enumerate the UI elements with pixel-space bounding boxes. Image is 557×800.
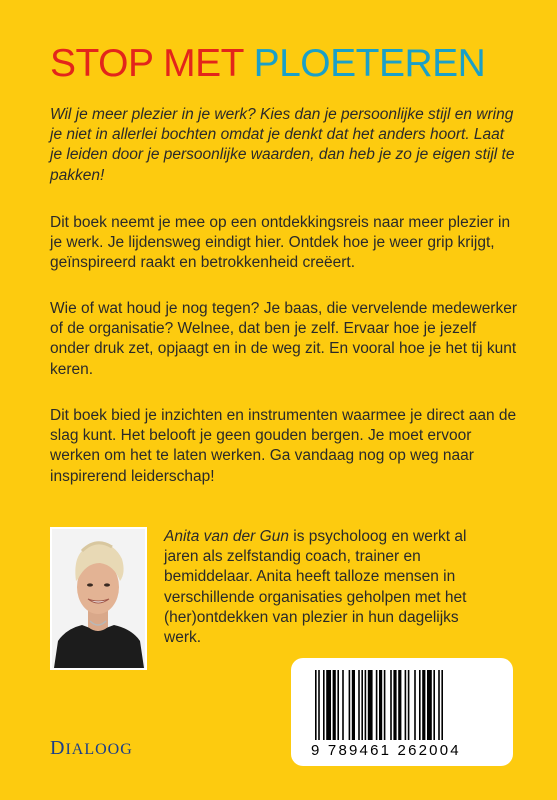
barcode-bar	[379, 670, 382, 740]
author-name: Anita van der Gun	[164, 528, 289, 545]
barcode-bar	[342, 670, 344, 740]
barcode-bar	[315, 670, 317, 740]
author-bio	[164, 527, 494, 648]
barcode-icon	[315, 670, 491, 742]
barcode-bar	[337, 670, 339, 740]
publisher-logo	[50, 737, 133, 760]
body-paragraph-2: Wie of wat houd je nog tegen? Je baas, die vervelende medewerker of de organisatie? Welnee, dat ben je zelf. Ervaar hoe je jezelf onder druk zet, opjaagt en in de weg zit. En vooral hoe je het tij kunt keren.	[50, 300, 518, 378]
barcode-bar	[408, 670, 410, 740]
barcode-bar	[390, 670, 392, 740]
barcode-bar	[358, 670, 360, 740]
barcode-bar	[405, 670, 407, 740]
barcode-bar	[365, 670, 367, 740]
barcode-bar	[333, 670, 336, 740]
title-part-blue: PLOETEREN	[253, 42, 486, 85]
barcode-bar	[361, 670, 363, 740]
barcode-bar	[384, 670, 386, 740]
book-title	[50, 44, 485, 83]
intro-paragraph: Wil je meer plezier in je werk? Kies dan je persoonlijke stijl en wring je niet in allerlei bochten omdat je denkt dat het anders hoort. Laat je leiden door je persoonlijke waarden, dan heb je zo je eigen stijl te pakken!	[50, 106, 515, 184]
author-bio-text: is psycholoog en werkt al jaren als zelfstandig coach, trainer en bemiddelaar. Anita heeft talloze mensen in verschillende organisaties geholpen met het (her)ontdekken van plezier in hun dagelijks werk.	[164, 528, 467, 647]
barcode-bar	[393, 670, 396, 740]
body-paragraph-1: Dit boek neemt je mee op een ontdekkingsreis naar meer plezier in je werk. Je lijdensweg eindigt hier. Ontdek hoe je weer grip krijgt, geïnspireerd raakt en betrokkenheid creëert.	[50, 214, 511, 272]
barcode-bar	[427, 670, 432, 740]
barcode-panel	[291, 658, 513, 766]
barcode-bar	[368, 670, 373, 740]
logo-initial: D	[50, 737, 66, 759]
barcode-bar	[414, 670, 416, 740]
barcode-bar	[349, 670, 351, 740]
isbn-number: 9 789461 262004	[311, 742, 461, 759]
body-paragraph-3: Dit boek bied je inzichten en instrumenten waarmee je direct aan de slag kunt. Het belooft je geen gouden bergen. Je moet ervoor werken om het te laten werken. Ga vandaag nog op weg naar inspirerend leiderschap!	[50, 407, 517, 485]
barcode-bar	[398, 670, 401, 740]
title-part-red: STOP MET	[50, 42, 254, 85]
author-portrait-icon	[52, 529, 145, 668]
barcode-bar	[326, 670, 331, 740]
barcode-bar	[376, 670, 378, 740]
barcode-bar	[419, 670, 421, 740]
logo-rest: IALOOG	[65, 741, 133, 758]
barcode-bar	[441, 670, 443, 740]
barcode-bar	[352, 670, 355, 740]
barcode-bar	[433, 670, 435, 740]
barcode-bar	[318, 670, 320, 740]
barcode-bar	[422, 670, 425, 740]
barcode-bar	[438, 670, 440, 740]
author-photo	[50, 527, 147, 670]
barcode-bar	[323, 670, 325, 740]
